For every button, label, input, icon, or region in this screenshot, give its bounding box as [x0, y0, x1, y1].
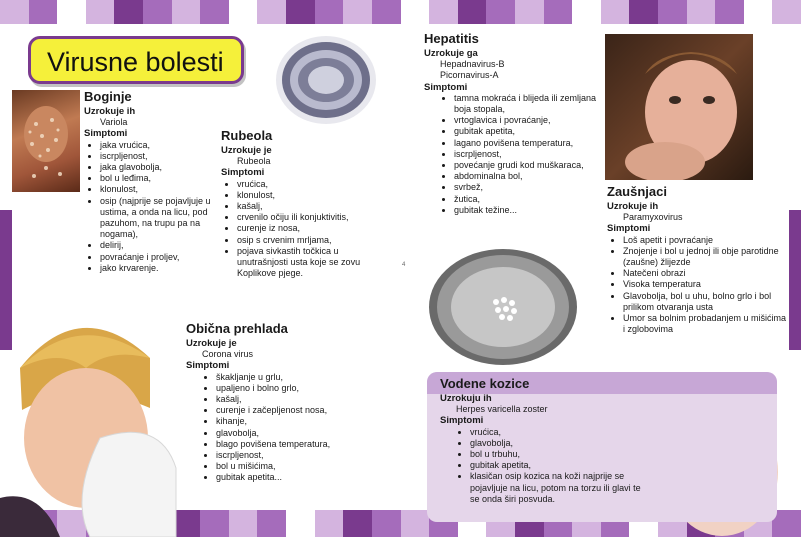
- symptom-item: • vrućica,: [470, 427, 650, 438]
- symptom-item: • iscrpljenost,: [454, 149, 602, 160]
- symptom-item: • curenje i začepljenost nosa,: [216, 405, 366, 416]
- symptom-item: • crvenilo očiju ili konjuktivitis,: [237, 212, 371, 223]
- border-tile: [0, 0, 29, 24]
- sneezing-boy-photo: [0, 298, 180, 537]
- border-tile: [687, 0, 716, 24]
- border-tile: [172, 0, 201, 24]
- rubeola-symptoms-label: Simptomi: [221, 167, 265, 179]
- symptom-item: • delirij,: [100, 240, 214, 251]
- symptom-item: • blago povišena temperatura,: [216, 439, 366, 450]
- rubeola-symptom-list: [221, 179, 371, 280]
- section-boginje: [84, 89, 214, 274]
- vodene-title: Vodene kozice: [440, 376, 530, 391]
- symptom-item: • osip s crvenim mrljama,: [237, 235, 371, 246]
- border-tile: [315, 0, 344, 24]
- boginje-cause: Variola: [100, 117, 128, 128]
- border-tile: [429, 0, 458, 24]
- symptom-item: • Znojenje i bol u jednoj ili obje parotidne (zaušne) žlijezde: [623, 246, 787, 268]
- symptom-item: • klasičan osip kozica na koži najprije se pojavljuje na licu, potom na torzu ili glavi te se onda širi posvuda.: [470, 471, 650, 505]
- symptom-item: • gubitak apetita,: [454, 126, 602, 137]
- symptom-item: • lagano povišena temperatura,: [454, 138, 602, 149]
- symptom-item: • Umor sa bolnim probadanjem u mišićima i zglobovima: [623, 313, 787, 335]
- symptom-item: • vrtoglavica i povraćanje,: [454, 115, 602, 126]
- symptom-item: • kašalj,: [216, 394, 366, 405]
- prehlada-title: Obična prehlada: [186, 321, 288, 336]
- border-tile: [458, 0, 487, 24]
- border-tile: [401, 510, 430, 537]
- prehlada-cause: Corona virus: [202, 349, 254, 360]
- smallpox-photo-art: [12, 90, 80, 192]
- symptom-item: • tamna mokraća i blijeda ili zemljana boja stopala,: [454, 93, 602, 115]
- prehlada-cause-label: Uzrokuje je: [186, 338, 237, 349]
- symptom-item: • jaka vrućica,: [100, 140, 214, 151]
- border-tile: [29, 0, 58, 24]
- virus-particles-art: [428, 248, 578, 366]
- border-tile: [629, 0, 658, 24]
- border-tile: [315, 510, 344, 537]
- border-tile: [257, 510, 286, 537]
- hepatitis-symptom-list: [424, 93, 602, 216]
- symptom-item: • Visoka temperatura: [623, 279, 787, 290]
- symptom-item: • Natečeni obrazi: [623, 268, 787, 279]
- border-tile: [200, 510, 229, 537]
- mumps-photo-art: [605, 34, 753, 180]
- zausnjaci-symptom-list: [607, 235, 787, 336]
- boginje-symptoms-label: Simptomi: [84, 128, 128, 140]
- symptom-item: • glavobolja,: [470, 438, 650, 449]
- zausnjaci-cause-label: Uzrokuje ih: [607, 201, 659, 212]
- symptom-item: • žutica,: [454, 194, 602, 205]
- hepatitis-cause-1: Hepadnavirus-B: [440, 59, 505, 70]
- symptom-item: • bol u mišićima,: [216, 461, 366, 472]
- border-tile: [772, 0, 801, 24]
- vodene-symptoms-label: Simptomi: [440, 415, 484, 427]
- symptom-item: • kašalj,: [237, 201, 371, 212]
- border-tile: [544, 0, 573, 24]
- symptom-item: • pojava sivkastih točkica u unutrašnjosti usta koje se zovu Koplikove pjege.: [237, 246, 371, 280]
- symptom-item: • svrbež,: [454, 182, 602, 193]
- border-tile: [515, 0, 544, 24]
- border-tile: [343, 510, 372, 537]
- mumps-child-photo: [605, 34, 753, 180]
- symptom-item: • osip (najprije se pojavljuje u ustima, a onda na licu, pod pazuhom, na trupu pa na nogama),: [100, 196, 214, 241]
- border-tile: [486, 0, 515, 24]
- section-zausnjaci: [607, 184, 787, 335]
- section-hepatitis: [424, 31, 602, 216]
- symptom-item: • curenje iz nosa,: [237, 223, 371, 234]
- section-rubeola: [221, 128, 371, 279]
- border-tile: [715, 0, 744, 24]
- border-tile: [114, 0, 143, 24]
- sneezing-boy-art: [0, 298, 180, 537]
- symptom-item: • klonulost,: [100, 184, 214, 195]
- boginje-title: Boginje: [84, 89, 132, 104]
- symptom-item: • gubitak težine...: [454, 205, 602, 216]
- symptom-item: • kihanje,: [216, 416, 366, 427]
- hepatitis-symptoms-label: Simptomi: [424, 81, 468, 93]
- section-vodene: [440, 376, 650, 505]
- border-tile: [286, 510, 315, 537]
- right-edge-band: [789, 210, 801, 350]
- border-tile: [257, 0, 286, 24]
- page-title: Virusne bolesti: [47, 47, 224, 77]
- border-tile: [286, 0, 315, 24]
- zausnjaci-symptoms-label: Simptomi: [607, 223, 651, 235]
- symptom-item: • klonulost,: [237, 190, 371, 201]
- border-tile: [572, 0, 601, 24]
- border-tile: [744, 0, 773, 24]
- border-tile: [229, 0, 258, 24]
- border-tile: [57, 0, 86, 24]
- symptom-item: • glavobolja,: [216, 428, 366, 439]
- symptom-item: • bol u trbuhu,: [470, 449, 650, 460]
- border-tile: [601, 0, 630, 24]
- virus-particles-micrograph: [428, 248, 578, 366]
- border-tile: [229, 510, 258, 537]
- hepatitis-title: Hepatitis: [424, 31, 479, 46]
- border-tile: [343, 0, 372, 24]
- vodene-symptom-list: [440, 427, 650, 505]
- border-tile: [658, 0, 687, 24]
- page-number: 4: [402, 262, 406, 268]
- border-tile: [200, 0, 229, 24]
- zausnjaci-title: Zaušnjaci: [607, 184, 667, 199]
- section-prehlada: [186, 321, 366, 484]
- symptom-item: • Glavobolja, bol u uhu, bolno grlo i bol prilikom otvaranja usta: [623, 291, 787, 313]
- virus-micrograph-art: [270, 32, 382, 128]
- border-tile: [143, 0, 172, 24]
- smallpox-child-photo: [12, 90, 80, 192]
- symptom-item: • iscrpljenost,: [216, 450, 366, 461]
- symptom-item: • škakljanje u grlu,: [216, 372, 366, 383]
- prehlada-symptoms-label: Simptomi: [186, 360, 230, 372]
- page-title-box: [28, 36, 244, 84]
- symptom-item: • bol u leđima,: [100, 173, 214, 184]
- vodene-cause-label: Uzrokuju ih: [440, 393, 492, 404]
- rubeola-title: Rubeola: [221, 128, 273, 143]
- symptom-item: • upaljeno i bolno grlo,: [216, 383, 366, 394]
- rubeola-cause: Rubeola: [237, 156, 271, 167]
- symptom-item: • povećanje grudi kod muškaraca,: [454, 160, 602, 171]
- hepatitis-cause-2: Picornavirus-A: [440, 70, 499, 81]
- rubeola-cause-label: Uzrokuje je: [221, 145, 272, 156]
- boginje-symptom-list: [84, 140, 214, 274]
- boginje-cause-label: Uzrokuje ih: [84, 106, 136, 117]
- hepatitis-cause-label: Uzrokuje ga: [424, 48, 478, 59]
- symptom-item: • gubitak apetita,: [470, 460, 650, 471]
- border-tile: [401, 0, 430, 24]
- symptom-item: • iscrpljenost,: [100, 151, 214, 162]
- border-tile: [372, 510, 401, 537]
- top-checkered-border: [0, 0, 801, 24]
- symptom-item: • Loš apetit i povraćanje: [623, 235, 787, 246]
- symptom-item: • jaka glavobolja,: [100, 162, 214, 173]
- zausnjaci-cause: Paramyxovirus: [623, 212, 683, 223]
- border-tile: [86, 0, 115, 24]
- virus-micrograph: [270, 32, 382, 128]
- border-tile: [372, 0, 401, 24]
- symptom-item: • vrućica,: [237, 179, 371, 190]
- vodene-cause: Herpes varicella zoster: [456, 404, 548, 415]
- prehlada-symptom-list: [186, 372, 366, 484]
- symptom-item: • gubitak apetita...: [216, 472, 366, 483]
- symptom-item: • povraćanje i proljev,: [100, 252, 214, 263]
- symptom-item: • abdominalna bol,: [454, 171, 602, 182]
- symptom-item: • jako krvarenje.: [100, 263, 214, 274]
